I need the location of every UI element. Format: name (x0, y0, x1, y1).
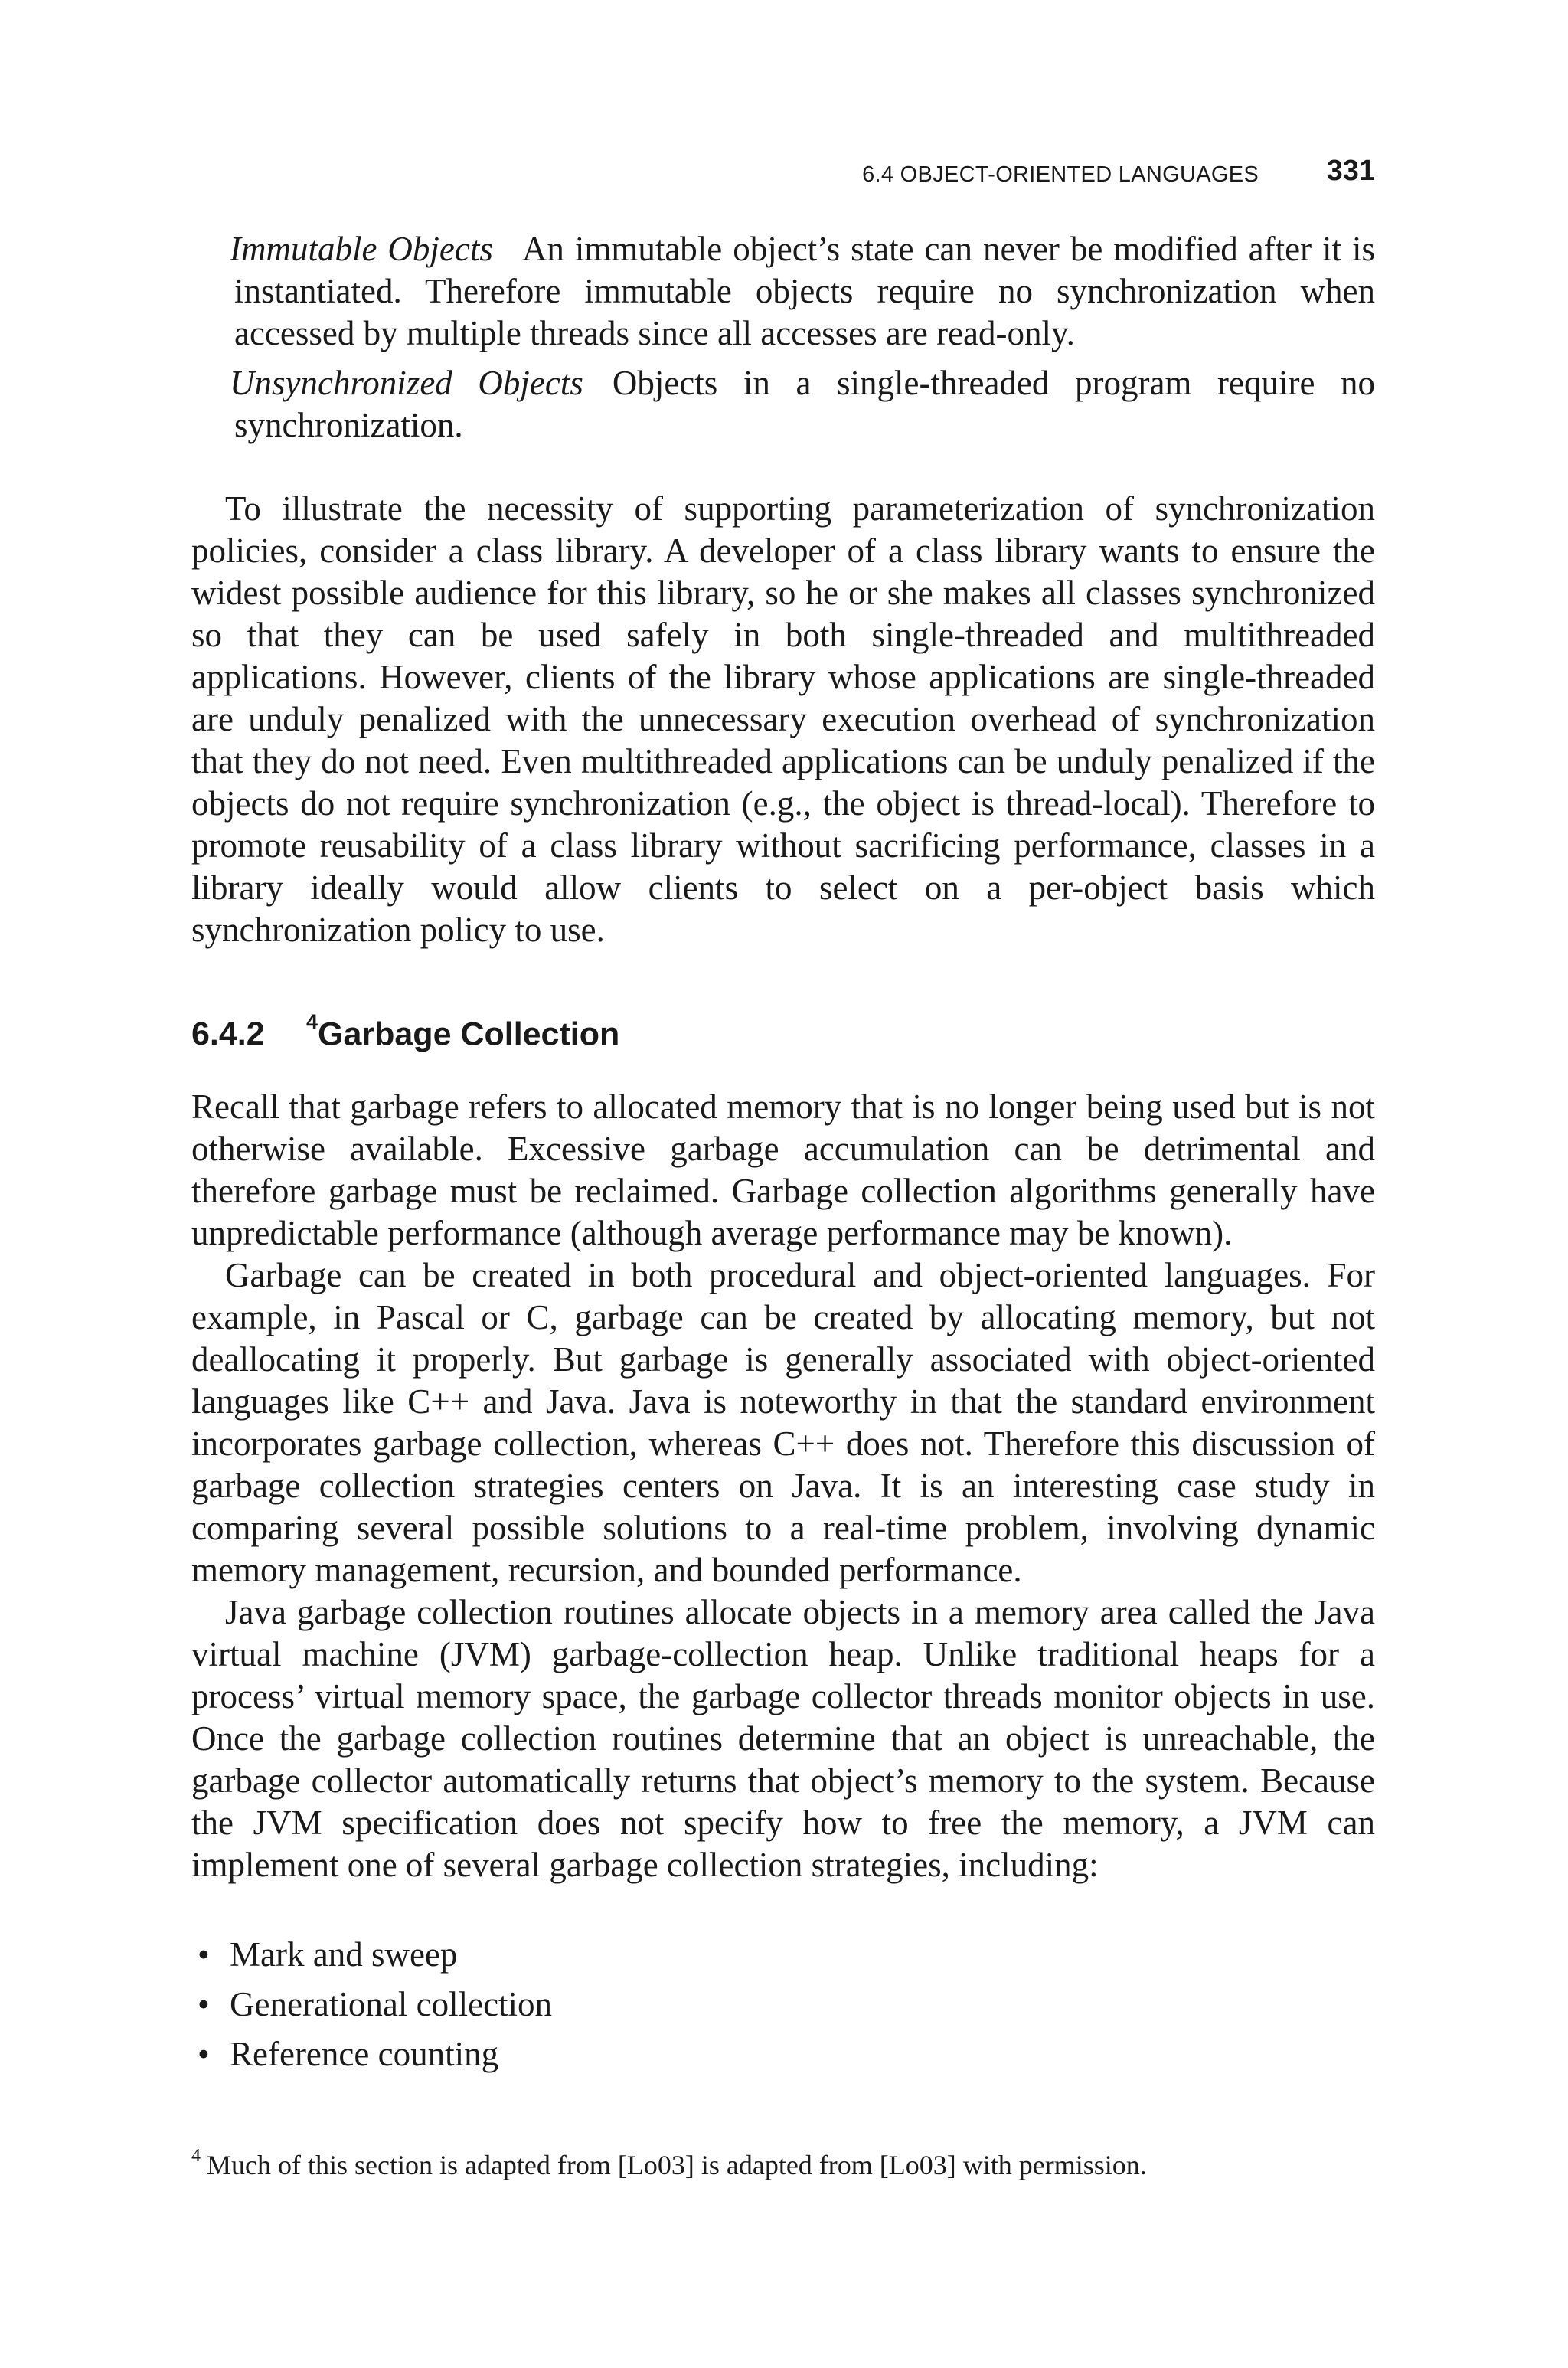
paragraph: To illustrate the necessity of supporting parameterization of synchronization policies, consider a class library. A developer of a class library wants to ensure the widest possible audience for this library, so he or she makes all classes synchronized so that they can be used safely in both single-threaded and multithreaded applications. However, clients of the library whose applications are single-threaded are unduly penalized with the unnecessary execution overhead of synchronization that they do not need. Even multithreaded applications can be unduly penalized if the objects do not require synchronization (e.g., the object is thread-local). Therefore to promote reusability of a class library without sacrificing performance, classes in a library ideally would allow clients to select on a per-object basis which synchronization policy to use. (191, 489, 1375, 949)
definition-term: Unsynchronized Objects (230, 364, 583, 402)
definition-text: Objects in a single-threaded program require no synchronization. (234, 364, 1375, 444)
list-item (191, 1980, 552, 2029)
paragraph: Java garbage collection routines allocate objects in a memory area called the Java virtual machine (JVM) garbage-collection heap. Unlike traditional heaps for a process’ virtual memory space, the garbage collector threads monitor objects in use. Once the garbage collection routines determine that an object is unreachable, the garbage collector automatically returns that object’s memory to the system. Because the JVM specification does not specify how to free the memory, a JVM can implement one of several garbage collection strategies, including: (191, 1593, 1375, 1884)
bullet-icon: • (198, 2035, 210, 2073)
running-head (191, 153, 1375, 191)
page-number: 331 (1326, 155, 1375, 187)
definition-term: Immutable Objects (230, 230, 493, 268)
section-footnote-marker: 4 (306, 1010, 318, 1033)
bullet-icon: • (198, 1935, 210, 1974)
list-item-text: Generational collection (230, 1985, 553, 2023)
list-item-text: Mark and sweep (230, 1935, 458, 1974)
footnote-marker: 4 (191, 2146, 201, 2166)
intro-block (191, 488, 1375, 951)
list-item (191, 1930, 552, 1980)
section-heading (191, 1010, 620, 1053)
list-item-text: Reference counting (230, 2035, 499, 2073)
definition-list (191, 228, 1375, 454)
running-head-section: 6.4 OBJECT-ORIENTED LANGUAGES (862, 162, 1259, 187)
definition-item (191, 228, 1375, 355)
paragraph: Garbage can be created in both procedural and object-oriented languages. For example, in Pascal or C, garbage can be created by allocating memory, but not deallocating it properly. But garbage is generally associated with object-oriented languages like C++ and Java. Java is noteworthy in that the standard environment incorporates garbage collection, whereas C++ does not. Therefore this discussion of garbage collection strategies centers on Java. It is an interesting case study in comparing several possible solutions to a real-time problem, involving dynamic memory management, recursion, and bounded performance. (191, 1256, 1375, 1589)
section-number: 6.4.2 (191, 1016, 265, 1053)
section-body (191, 1086, 1375, 1886)
footnote (191, 2146, 1147, 2181)
paragraph: Recall that garbage refers to allocated memory that is no longer being used but is not otherwise available. Excessive garbage accumulation can be detrimental and therefore garbage must be reclaimed. Garbage collection algorithms generally have unpredictable performance (although average performance may be known). (191, 1088, 1375, 1252)
bullet-icon: • (198, 1985, 210, 2023)
section-title: Garbage Collection (318, 1016, 620, 1053)
definition-item (191, 362, 1375, 446)
bullet-list (191, 1930, 552, 2079)
list-item (191, 2029, 552, 2079)
definition-text: An immutable object’s state can never be modified after it is instantiated. Therefore immutable objects require no synchronization when accessed by multiple threads since all accesses are read-only. (234, 230, 1375, 352)
footnote-text: Much of this section is adapted from [Lo03] is adapted from [Lo03] with permission. (207, 2150, 1147, 2180)
